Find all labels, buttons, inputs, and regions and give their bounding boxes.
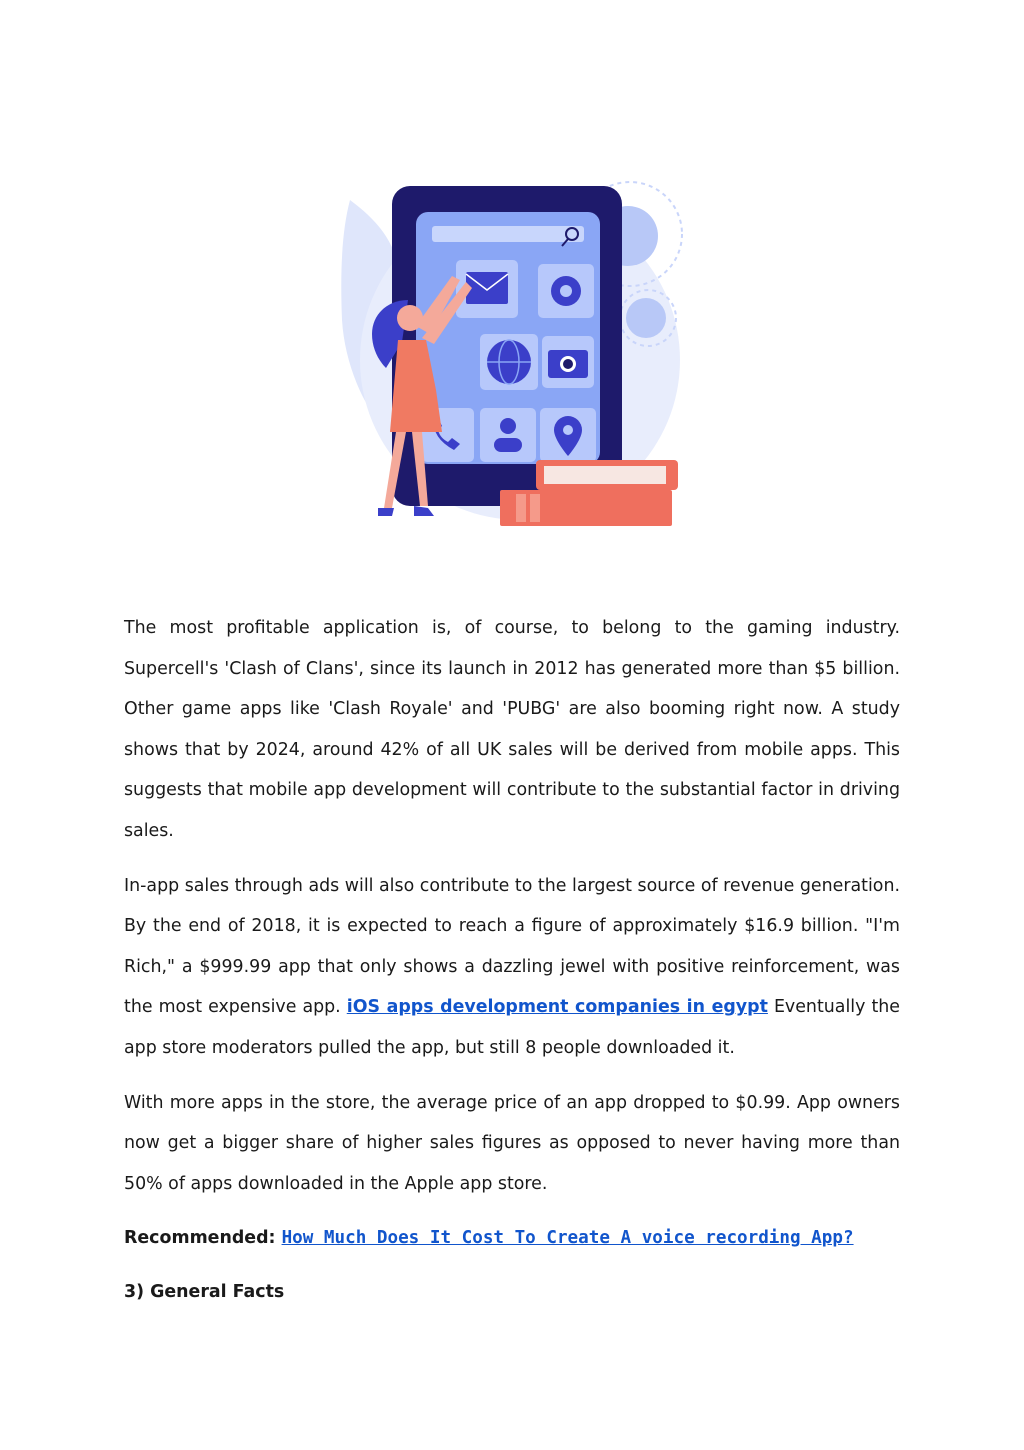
- camera-icon: [548, 350, 588, 378]
- recommended-label: Recommended:: [124, 1228, 282, 1249]
- globe-icon: [487, 340, 531, 384]
- paragraph-text: Eventually the app store moderators pulled the app, but still 8 people downloaded it.: [124, 997, 900, 1058]
- paragraph-average-price: With more apps in the store, the average price of an app dropped to $0.99. App owners now get a bigger share of higher sales figures as opposed to never having more than 50% of apps downloaded in the Apple app store.: [124, 1092, 900, 1194]
- paragraph-gaming-industry: The most profitable application is, of course, to belong to the gaming industry. Supercell's 'Clash of Clans', since its launch in 2012 has generated more than $5 billion. Other game apps like 'Clash Royale' and 'PUBG' are also booming right now. A study shows that by 2024, around 42% of all UK sales will be derived from mobile apps. This suggests that mobile app development will contribute to the substantial factor in driving sales.: [124, 618, 900, 841]
- section-heading: 3) General Facts: [124, 1282, 285, 1303]
- mail-icon: [466, 272, 508, 304]
- mobile-apps-illustration: [330, 170, 700, 540]
- gear-icon: [551, 276, 581, 306]
- recommended-link[interactable]: How Much Does It Cost To Create A voice recording App?: [281, 1228, 854, 1249]
- recommended-line: [124, 1218, 900, 1258]
- paragraph-text: In-app sales through ads will also contribute to the largest source of revenue generation. By the end of 2018, it is expected to reach a figure of approximately $16.9 billion. "I'm Rich," a $999.99 app that only shows a dazzling jewel with positive reinforcement, was the most expensive app.: [124, 875, 900, 1018]
- paragraph-in-app-sales: [124, 866, 900, 1069]
- article-body: [124, 608, 900, 1312]
- ios-apps-development-link[interactable]: iOS apps development companies in egypt: [346, 997, 768, 1018]
